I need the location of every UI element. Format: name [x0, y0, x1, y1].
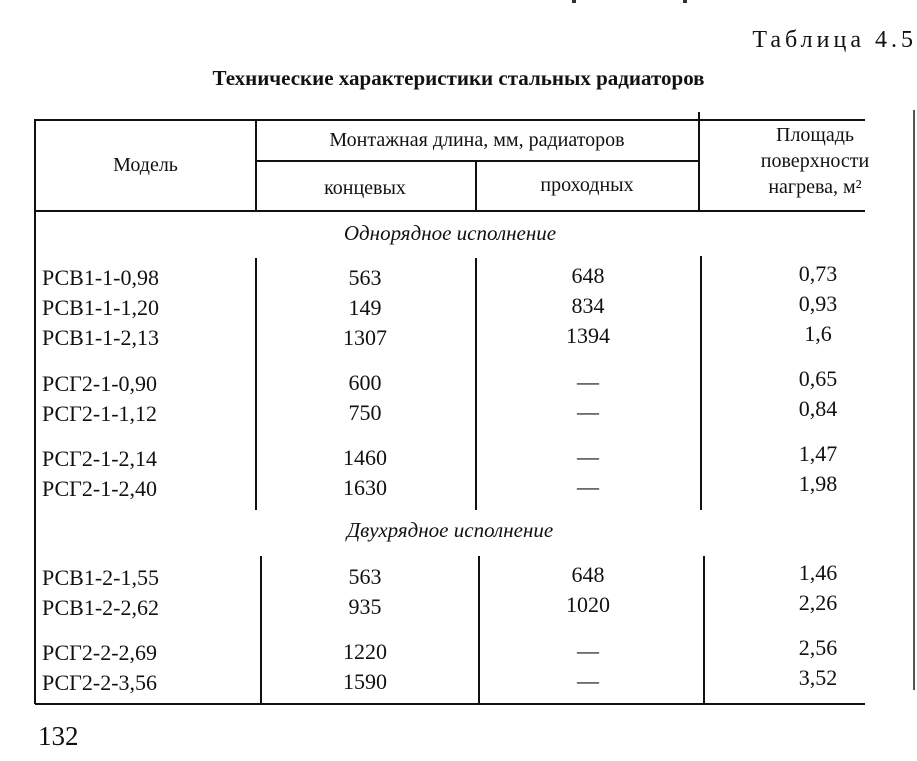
area-cell: 1,6: [804, 321, 832, 346]
pass-length-cell: 834: [571, 293, 605, 318]
end-length-cell: 563: [348, 265, 382, 290]
area-cell: 2,56: [798, 635, 838, 660]
model-cell: РСВ1-1-1,20: [42, 295, 160, 320]
section-title: Двухрядное исполнение: [346, 518, 554, 542]
pass-length-cell: 1020: [566, 592, 610, 617]
table-bottom-border: [35, 703, 865, 705]
scan-speck: [572, 0, 576, 3]
end-length-cell: 1630: [343, 475, 387, 500]
end-length-cell: 1220: [343, 639, 387, 664]
pass-length-cell: 1394: [566, 323, 610, 348]
pass-length-cell: —: [577, 369, 599, 394]
model-cell: РСГ2-1-1,12: [42, 401, 158, 426]
end-length-cell: 600: [348, 370, 382, 395]
end-length-cell: 1307: [343, 325, 387, 350]
model-cell: РСВ1-2-2,62: [42, 595, 160, 620]
pass-length-cell: —: [577, 668, 599, 693]
end-length-cell: 750: [348, 400, 382, 425]
pass-length-cell: —: [577, 444, 599, 469]
model-cell: РСГ2-1-0,90: [42, 371, 158, 396]
area-cell: 1,46: [798, 560, 838, 585]
header-area-line1: Площадь: [776, 124, 854, 146]
model-cell: РСВ1-2-1,55: [42, 565, 160, 590]
header-area-line3: нагрева, м²: [768, 176, 862, 198]
model-cell: РСГ2-2-2,69: [42, 640, 158, 665]
page-number: 132: [38, 721, 79, 751]
subheader-divider: [256, 160, 698, 162]
table-label: Таблица 4.5: [752, 27, 917, 53]
area-cell: 0,73: [798, 261, 838, 286]
header-area-line2: поверхности: [760, 150, 870, 172]
section-title: Однорядное исполнение: [343, 221, 557, 245]
table-top-border: [35, 119, 865, 121]
pass-length-cell: —: [577, 638, 599, 663]
header-bottom-border: [35, 210, 865, 212]
area-cell: 0,65: [798, 366, 838, 391]
area-cell: 3,52: [798, 665, 838, 690]
end-length-cell: 935: [348, 594, 382, 619]
pass-length-cell: 648: [571, 562, 605, 587]
end-length-cell: 1460: [343, 445, 387, 470]
pass-length-cell: —: [577, 474, 599, 499]
area-cell: 1,47: [798, 441, 838, 466]
model-cell: РСГ2-2-3,56: [42, 670, 158, 695]
header-mounting-length: Монтажная длина, мм, радиаторов: [329, 129, 625, 151]
end-length-cell: 563: [348, 564, 382, 589]
end-length-cell: 149: [348, 295, 382, 320]
model-cell: РСВ1-1-2,13: [42, 325, 160, 350]
page-title: Технические характеристики стальных радиаторов: [212, 66, 705, 90]
area-cell: 2,26: [798, 590, 838, 615]
scan-speck: [683, 0, 687, 3]
area-cell: 0,84: [798, 396, 838, 421]
table-left-border: [34, 119, 36, 704]
body-divider-area: [700, 256, 702, 510]
area-cell: 0,93: [798, 291, 838, 316]
area-cell: 1,98: [798, 471, 838, 496]
header-model: Модель: [113, 154, 178, 176]
model-cell: РСГ2-1-2,14: [42, 446, 158, 471]
header-pass: проходных: [540, 174, 634, 196]
header-end: концевых: [324, 177, 406, 199]
model-cell: РСВ1-1-0,98: [42, 265, 160, 290]
pass-length-cell: 648: [571, 263, 605, 288]
model-cell: РСГ2-1-2,40: [42, 476, 158, 501]
end-length-cell: 1590: [343, 669, 387, 694]
pass-length-cell: —: [577, 399, 599, 424]
